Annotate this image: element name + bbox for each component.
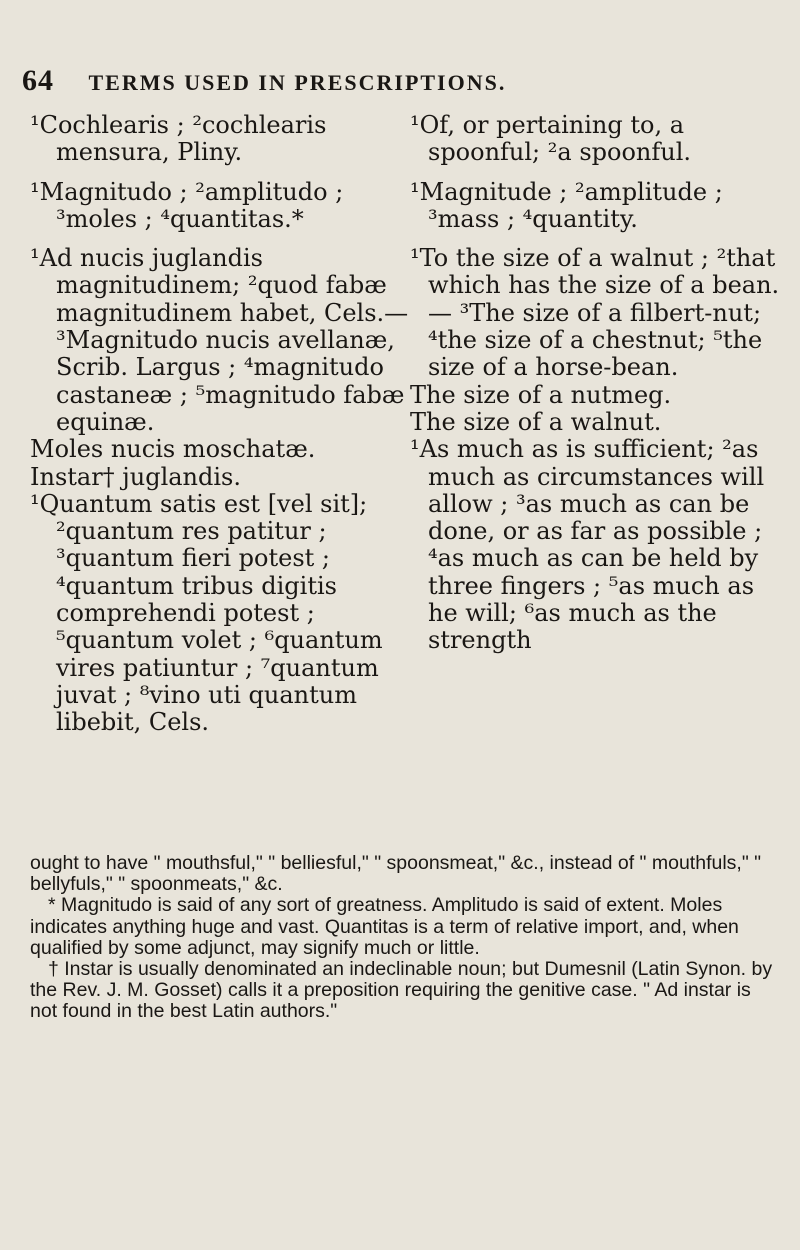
footnote-magnitudo: * Magnitudo is said of any sort of greatness. Amplitudo is said of extent. Moles indicates anything huge and vast. Quantitas is a term of relative import, and, when qualified by some adjunct, may signify much or little. [30, 894, 739, 959]
page-header [22, 64, 760, 98]
running-title: TERMS USED IN PRESCRIPTIONS. [88, 70, 507, 95]
english-entry-magnitude: ¹Magnitude ; ²amplitude ; ³mass ; ⁴quantity. [410, 177, 723, 233]
latin-entry-size: ¹Ad nucis juglandis magnitudinem; ²quod fabæ magnitudinem habet, Cels.— ³Magnitudo nucis avellanæ, Scrib. Largus ; ⁴magnitudo castaneæ ; ⁵magnitudo fabæ equinæ. [30, 244, 409, 436]
latin-entry-nutmeg: Moles nucis moschatæ. [30, 435, 316, 464]
two-column-glossary [30, 112, 785, 737]
english-entry-walnut: The size of a walnut. [410, 407, 662, 436]
footnote-continuation: ought to have " mouthsful," " belliesful," " spoonsmeat," &c., instead of " mouthfuls," " bellyfuls," " spoonmeats," &c. [30, 852, 762, 896]
latin-entry-spoonful: ¹Cochlearis ; ²cochlearis mensura, Pliny. [30, 111, 327, 167]
page-number: 64 [22, 64, 54, 97]
latin-entry-magnitude: ¹Magnitudo ; ²amplitudo ; ³moles ; ⁴quantitas.* [30, 177, 344, 233]
english-entry-size: ¹To the size of a walnut ; ²that which has the size of a bean.— ³The size of a filbert-nut; ⁴the size of a chestnut; ⁵the size of a horse-bean. [410, 244, 780, 382]
footnotes [30, 853, 775, 1023]
latin-entry-quantity: ¹Quantum satis est [vel sit]; ²quantum res patitur ; ³quantum fieri potest ; ⁴quantum tribus digitis comprehendi potest ; ⁵quantum volet ; ⁶quantum vires patiuntur ; ⁷quantum juvat ; ⁸vino uti quantum libebit, Cels. [30, 489, 383, 737]
footnote-instar: † Instar is usually denominated an indeclinable noun; but Dumesnil (Latin Synon. by the Rev. J. M. Gosset) calls it a preposition requiring the genitive case. " Ad instar is not found in the best Latin authors." [30, 958, 773, 1023]
latin-column [30, 112, 410, 737]
english-column [410, 112, 785, 737]
latin-entry-walnut: Instar† juglandis. [30, 462, 241, 491]
english-entry-nutmeg: The size of a nutmeg. [410, 380, 672, 409]
english-entry-quantity: ¹As much as is sufficient; ²as much as circumstances will allow ; ³as much as can be done, or as far as possible ; ⁴as much as can be held by three fingers ; ⁵as much as he will; ⁶as much as the strength [410, 435, 765, 655]
english-entry-spoonful: ¹Of, or pertaining to, a spoonful; ²a spoonful. [410, 111, 692, 167]
